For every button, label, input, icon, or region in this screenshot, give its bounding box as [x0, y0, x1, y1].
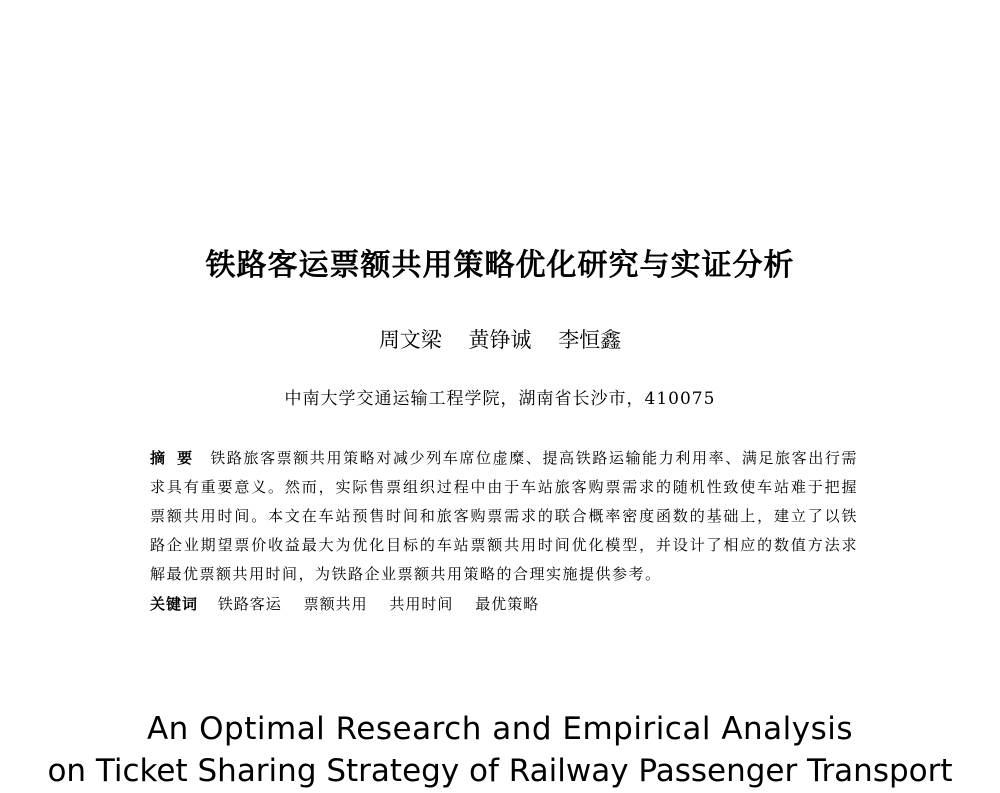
keyword: 铁路客运: [217, 595, 282, 613]
english-title-continued: on Ticket Sharing Strategy of Railway Passenger Transport: [47, 753, 953, 789]
author-affiliation: 中南大学交通运输工程学院，湖南省长沙市，410075: [284, 389, 716, 409]
keyword: 共用时间: [389, 595, 454, 613]
author-name: 李恒鑫: [558, 328, 622, 352]
abstract-text: 铁路旅客票额共用策略对减少列车席位虚糜、提高铁路运输能力利用率、满足旅客出行需求具有重要意义。然而，实际售票组织过程中由于车站旅客购票需求的随机性致使车站难于把握票额共用时间。本文在车站预售时间和旅客购票需求的联合概率密度函数的基础上，建立了以铁路企业期望票价收益最大为优化目标的车站票额共用时间优化模型，并设计了相应的数值方法求解最优票额共用时间，为铁路企业票额共用策略的合理实施提供参考。: [150, 449, 858, 583]
abstract-label: 摘要: [150, 449, 205, 467]
author-name: 周文梁: [378, 328, 442, 352]
keyword: 票额共用: [303, 595, 368, 613]
author-list: [0, 325, 1000, 355]
chinese-title: 铁路客运票额共用策略优化研究与实证分析: [205, 248, 795, 283]
keyword: 最优策略: [475, 595, 540, 613]
keywords-label: 关键词: [150, 595, 199, 613]
english-title: An Optimal Research and Empirical Analysis: [146, 711, 854, 747]
author-name: 黄铮诚: [468, 328, 532, 352]
keywords-block: [150, 590, 858, 618]
abstract-block: [150, 444, 858, 589]
